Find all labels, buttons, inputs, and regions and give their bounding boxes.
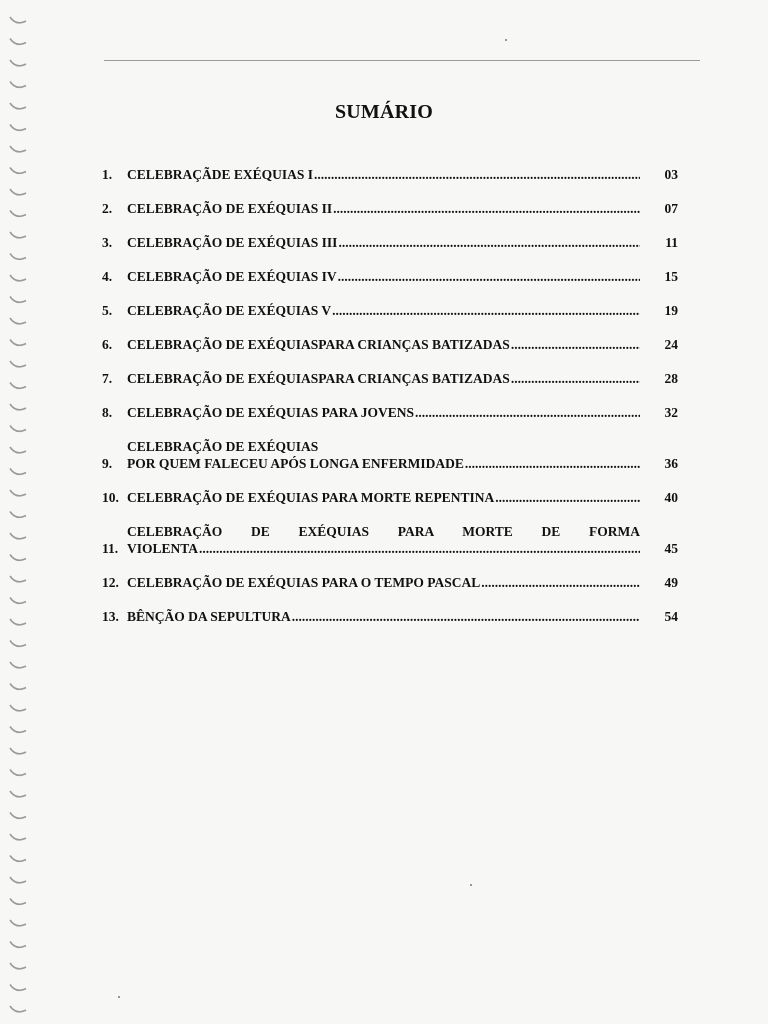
toc-entry-number: 12.	[102, 575, 119, 590]
toc-dot-leader	[332, 302, 640, 319]
toc-entry	[102, 404, 678, 421]
toc-page-number: 07	[664, 201, 678, 216]
toc-dot-leader	[511, 336, 640, 353]
toc-dot-leader	[481, 574, 640, 591]
binding-hole-mark	[10, 555, 26, 561]
toc-dot-leader	[338, 268, 640, 285]
binding-hole-mark	[10, 512, 26, 518]
scan-speck	[470, 884, 472, 886]
toc-entry-number: 1.	[102, 167, 113, 182]
binding-hole-mark	[10, 60, 26, 66]
toc-entry-number: 5.	[102, 303, 113, 318]
toc-entry-title-line: CELEBRAÇÃO DE EXÉQUIAS PARA MORTE DE FORMA	[127, 524, 640, 539]
toc-entry-number: 13.	[102, 609, 119, 624]
toc-entry-title-line: BÊNÇÃO DA SEPULTURA	[127, 609, 291, 624]
binding-hole-mark	[10, 770, 26, 776]
binding-hole-mark	[10, 942, 26, 948]
toc-page-number: 45	[664, 541, 678, 556]
binding-hole-mark	[10, 383, 26, 389]
toc-entry-title-line: POR QUEM FALECEU APÓS LONGA ENFERMIDADE	[127, 456, 464, 471]
binding-hole-mark	[10, 426, 26, 432]
binding-hole-mark	[10, 1006, 26, 1012]
toc-dot-leader	[511, 370, 640, 387]
binding-hole-mark	[10, 82, 26, 88]
toc-entry	[102, 574, 678, 591]
toc-entry	[102, 302, 678, 319]
binding-hole-mark	[10, 490, 26, 496]
binding-hole-mark	[10, 684, 26, 690]
toc-page-number: 11	[665, 235, 678, 250]
scan-speck	[505, 39, 507, 41]
toc-entry-title-line: CELEBRAÇÃO DE EXÉQUIASPARA CRIANÇAS BATIZADAS	[127, 337, 510, 352]
toc-dot-leader	[338, 234, 640, 251]
toc-entry-number: 7.	[102, 371, 113, 386]
toc-page-number: 15	[664, 269, 678, 284]
toc-entry-number: 6.	[102, 337, 113, 352]
binding-hole-mark	[10, 533, 26, 539]
binding-hole-mark	[10, 361, 26, 367]
binding-hole-mark	[10, 39, 26, 45]
binding-hole-mark	[10, 125, 26, 131]
binding-hole-mark	[10, 232, 26, 238]
toc-entry-number: 11.	[102, 541, 119, 556]
toc-page-number: 03	[664, 167, 678, 182]
binding-hole-mark	[10, 146, 26, 152]
binding-hole-mark	[10, 211, 26, 217]
toc-entry-number: 9.	[102, 456, 113, 471]
binding-hole-mark	[10, 254, 26, 260]
scan-speck	[118, 996, 120, 998]
binding-hole-mark	[10, 576, 26, 582]
toc-entry-number: 3.	[102, 235, 113, 250]
binding-hole-mark	[10, 17, 26, 23]
toc-entry	[102, 336, 678, 353]
toc-page-number: 32	[664, 405, 678, 420]
toc-page-number: 54	[664, 609, 678, 624]
binding-hole-mark	[10, 318, 26, 324]
toc-entry-number: 4.	[102, 269, 113, 284]
toc-entry-title-line: CELEBRAÇÃDE EXÉQUIAS I	[127, 167, 314, 182]
toc-entry	[102, 200, 678, 217]
toc-entry	[102, 268, 678, 285]
page-title: SUMÁRIO	[334, 101, 434, 123]
binding-hole-mark	[10, 985, 26, 991]
binding-hole-mark	[10, 834, 26, 840]
binding-hole-mark	[10, 791, 26, 797]
toc-entry-title-line: CELEBRAÇÃO DE EXÉQUIAS PARA MORTE REPENTINA	[127, 490, 495, 505]
toc-entry	[102, 489, 678, 506]
toc-page-number: 49	[664, 575, 678, 590]
binding-hole-mark	[10, 813, 26, 819]
binding-hole-mark	[10, 297, 26, 303]
binding-hole-mark	[10, 963, 26, 969]
toc-dot-leader	[495, 489, 640, 506]
binding-hole-mark	[10, 469, 26, 475]
toc-entry-title-line: CELEBRAÇÃO DE EXÉQUIAS IV	[127, 269, 337, 284]
toc-entry-title-line: CELEBRAÇÃO DE EXÉQUIAS V	[127, 303, 332, 318]
binding-hole-mark	[10, 920, 26, 926]
toc-entry-title-line: CELEBRAÇÃO DE EXÉQUIAS PARA O TEMPO PASCAL	[127, 575, 481, 590]
binding-hole-mark	[10, 404, 26, 410]
toc-entry	[102, 234, 678, 251]
toc-entry	[102, 523, 678, 557]
toc-entry-title-line: CELEBRAÇÃO DE EXÉQUIAS	[127, 439, 319, 454]
binding-hole-mark	[10, 447, 26, 453]
header-rule	[104, 60, 700, 61]
toc-entry-number: 8.	[102, 405, 113, 420]
toc-page-number: 19	[664, 303, 678, 318]
toc-dot-leader	[333, 200, 640, 217]
toc-entry	[102, 166, 678, 183]
toc-page-number: 28	[664, 371, 678, 386]
toc-dot-leader	[314, 166, 640, 183]
toc-dot-leader	[465, 455, 640, 472]
toc-entry-title-line: VIOLENTA	[127, 541, 199, 556]
toc-entry	[102, 370, 678, 387]
binding-hole-mark	[10, 705, 26, 711]
binding-hole-mark	[10, 275, 26, 281]
toc-entry	[102, 438, 678, 472]
table-of-contents	[102, 166, 678, 642]
binding-hole-mark	[10, 877, 26, 883]
toc-dot-leader	[415, 404, 640, 421]
spiral-binding-holes	[0, 0, 40, 1024]
toc-page-number: 24	[664, 337, 678, 352]
toc-entry-number: 2.	[102, 201, 113, 216]
binding-hole-mark	[10, 727, 26, 733]
binding-hole-mark	[10, 899, 26, 905]
toc-page-number: 40	[664, 490, 678, 505]
toc-entry-title-line: CELEBRAÇÃO DE EXÉQUIAS III	[127, 235, 338, 250]
binding-hole-mark	[10, 598, 26, 604]
binding-hole-mark	[10, 662, 26, 668]
toc-page-number: 36	[664, 456, 678, 471]
toc-entry-title-line: CELEBRAÇÃO DE EXÉQUIAS II	[127, 201, 333, 216]
toc-entry-title-line: CELEBRAÇÃO DE EXÉQUIAS PARA JOVENS	[127, 405, 415, 420]
binding-hole-mark	[10, 619, 26, 625]
toc-entry	[102, 608, 678, 625]
binding-hole-mark	[10, 748, 26, 754]
binding-hole-mark	[10, 641, 26, 647]
toc-dot-leader	[199, 540, 640, 557]
binding-hole-mark	[10, 168, 26, 174]
binding-hole-mark	[10, 340, 26, 346]
toc-entry-number: 10.	[102, 490, 119, 505]
toc-dot-leader	[292, 608, 640, 625]
binding-hole-mark	[10, 856, 26, 862]
toc-entry-title-line: CELEBRAÇÃO DE EXÉQUIASPARA CRIANÇAS BATIZADAS	[127, 371, 510, 386]
binding-hole-mark	[10, 189, 26, 195]
